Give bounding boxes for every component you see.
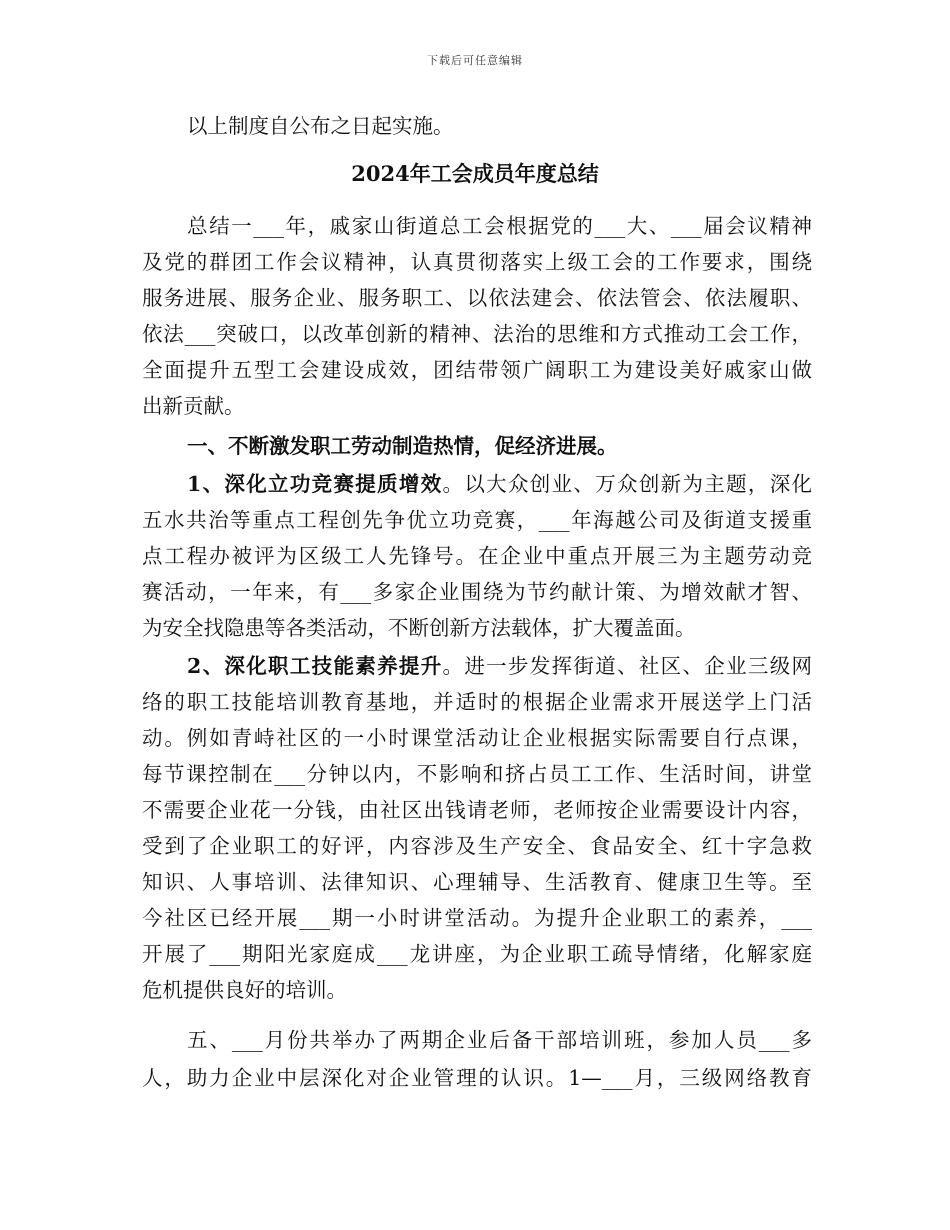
para3-line-6: 受到了企业职工的好评，内容涉及生产安全、食品安全、红十字急救 [142, 834, 812, 858]
para3-line-10: 危机提供良好的培训。 [142, 978, 347, 1002]
para3-line-7: 知识、人事培训、法律知识、心理辅导、生活教育、健康卫生等。至 [142, 870, 812, 894]
para2-line-1 [187, 470, 812, 498]
para3-line-8: 今社区已经开展___期一小时讲堂活动。为提升企业职工的素养，___ [142, 906, 812, 930]
para3-line-2: 络的职工技能培训教育基地，并适时的根据企业需求开展送学上门活 [142, 690, 812, 714]
para2-line-2: 五水共治等重点工程创先争优立功竞赛，___年海越公司及街道支援重 [142, 508, 812, 532]
para2-first-rest: 。以大众创业、万众创新为主题，深化 [442, 472, 813, 496]
document-title: 2024年工会成员年度总结 [351, 161, 599, 186]
para2-line-3: 点工程办被评为区级工人先锋号。在企业中重点开展三为主题劳动竞 [142, 544, 812, 568]
para2-line-4: 赛活动，一年来，有___多家企业围绕为节约献计策、为增效献才智、 [142, 580, 812, 604]
para3-line-3: 动。例如青峙社区的一小时课堂活动让企业根据实际需要自行点课， [142, 726, 812, 750]
para2-line-5: 为安全找隐患等各类活动，不断创新方法载体，扩大覆盖面。 [142, 616, 696, 640]
para4-line-1: 五、___月份共举办了两期企业后备干部培训班，参加人员___多 [187, 1028, 812, 1052]
para1-line-1: 总结一___年，戚家山街道总工会根据党的___大、___届会议精神 [187, 214, 812, 238]
para2-bold-lead: 1、深化立功竞赛提质增效 [187, 472, 443, 496]
para1-line-6: 出新贡献。 [142, 394, 245, 418]
header-note: 下载后可任意编辑 [427, 54, 523, 67]
para1-line-4: 依法___突破口，以改革创新的精神、法治的思维和方式推动工会工作， [142, 322, 812, 346]
para3-line-9: 开展了___期阳光家庭成___龙讲座，为企业职工疏导情绪，化解家庭 [142, 942, 812, 966]
para3-first-rest: 。进一步发挥街道、社区、企业三级网 [442, 654, 813, 678]
section1-heading: 一、不断激发职工劳动制造热情，促经济进展。 [187, 434, 618, 458]
para1-line-2: 及党的群团工作会议精神，认真贯彻落实上级工会的工作要求，围绕 [142, 250, 812, 274]
intro-line: 以上制度自公布之日起实施。 [187, 114, 454, 138]
para4-line-2: 人，助力企业中层深化对企业管理的认识。1—___月，三级网络教育 [142, 1066, 812, 1090]
para3-line-5: 不需要企业花一分钱，由社区出钱请老师，老师按企业需要设计内容， [142, 798, 812, 822]
para1-line-3: 服务进展、服务企业、服务职工、以依法建会、依法管会、依法履职、 [142, 286, 812, 310]
para1-line-5: 全面提升五型工会建设成效，团结带领广阔职工为建设美好戚家山做 [142, 358, 812, 382]
para3-bold-lead: 2、深化职工技能素养提升 [187, 654, 443, 678]
para3-line-4: 每节课控制在___分钟以内，不影响和挤占员工工作、生活时间，讲堂 [142, 762, 812, 786]
para3-line-1 [187, 652, 812, 680]
